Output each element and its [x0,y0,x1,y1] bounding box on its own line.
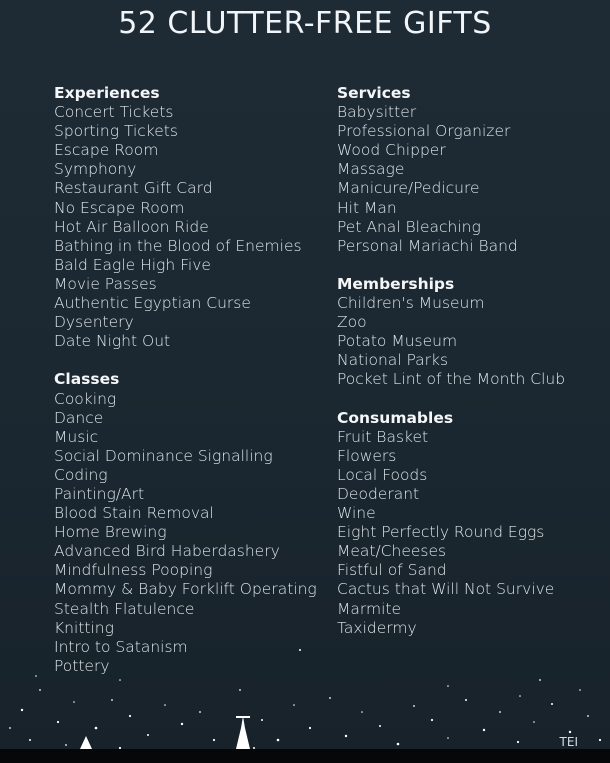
bottom-bar [0,749,610,763]
list-item: Manicure/Pedicure [337,179,480,198]
list-item: Hot Air Balloon Ride [54,217,209,236]
list-item: Social Dominance Signalling [54,446,273,465]
list-item: Escape Room [54,141,159,160]
list-item: Babysitter [337,103,417,122]
list-item: Local Foods [337,465,428,484]
list-item: Pocket Lint of the Month Club [337,370,566,389]
section-heading: Experiences [54,84,160,102]
list-item: Mindfulness Pooping [54,561,213,580]
list-item: Professional Organizer [337,122,511,141]
list-item: Knitting [54,618,114,637]
list-item: Movie Passes [54,274,157,293]
list-item: Eight Perfectly Round Eggs [337,523,545,542]
signature-mark: TEI [559,735,578,749]
section-heading: Classes [54,370,120,389]
section-heading: Consumables [337,408,454,427]
list-item: Potato Museum [337,332,458,351]
page-title: 52 CLUTTER-FREE GIFTS [118,6,492,41]
list-item: Fruit Basket [337,427,429,446]
section-heading: Services [337,84,411,102]
list-item: Flowers [337,446,397,465]
list-item: Sporting Tickets [54,122,178,141]
list-item: Hit Man [337,198,397,217]
list-item: Mommy & Baby Forklift Operating [54,580,317,599]
section-heading: Memberships [337,274,455,293]
list-item: Dysentery [54,313,134,332]
list-item: Restaurant Gift Card [54,179,213,198]
list-item: Stealth Flatulence [54,599,195,618]
list-item: Zoo [337,313,367,332]
list-item: Advanced Bird Haberdashery [54,542,280,561]
list-item: Massage [337,160,405,179]
list-item: No Escape Room [54,198,185,217]
list-item: Dance [54,408,104,427]
list-item: National Parks [337,351,449,370]
list-item: Intro to Satanism [54,637,188,656]
list-item: Taxidermy [337,618,417,637]
list-item: Marmite [337,599,401,618]
list-item: Painting/Art [54,484,145,503]
list-item: Coding [54,465,108,484]
list-item: Deoderant [337,484,420,503]
list-item: Pottery [54,656,110,675]
list-item: Date Night Out [54,332,171,351]
list-item: Concert Tickets [54,103,174,122]
list-item: Bald Eagle High Five [54,255,211,274]
list-item: Fistful of Sand [337,561,447,580]
list-item: Bathing in the Blood of Enemies [54,236,302,255]
list-item: Authentic Egyptian Curse [54,294,251,313]
list-item: Children's Museum [337,294,485,313]
list-item: Wood Chipper [337,141,446,160]
list-item: Meat/Cheeses [337,542,447,561]
list-item: Symphony [54,160,137,179]
stars [9,649,601,753]
list-item: Personal Mariachi Band [337,236,518,255]
tower-silhouettes [80,716,250,749]
list-item: Cactus that Will Not Survive [337,580,555,599]
list-item: Pet Anal Bleaching [337,217,481,236]
list-item: Cooking [54,389,117,408]
list-item: Home Brewing [54,523,167,542]
list-item: Music [54,427,99,446]
list-item: Blood Stain Removal [54,504,214,523]
list-item: Wine [337,504,376,523]
